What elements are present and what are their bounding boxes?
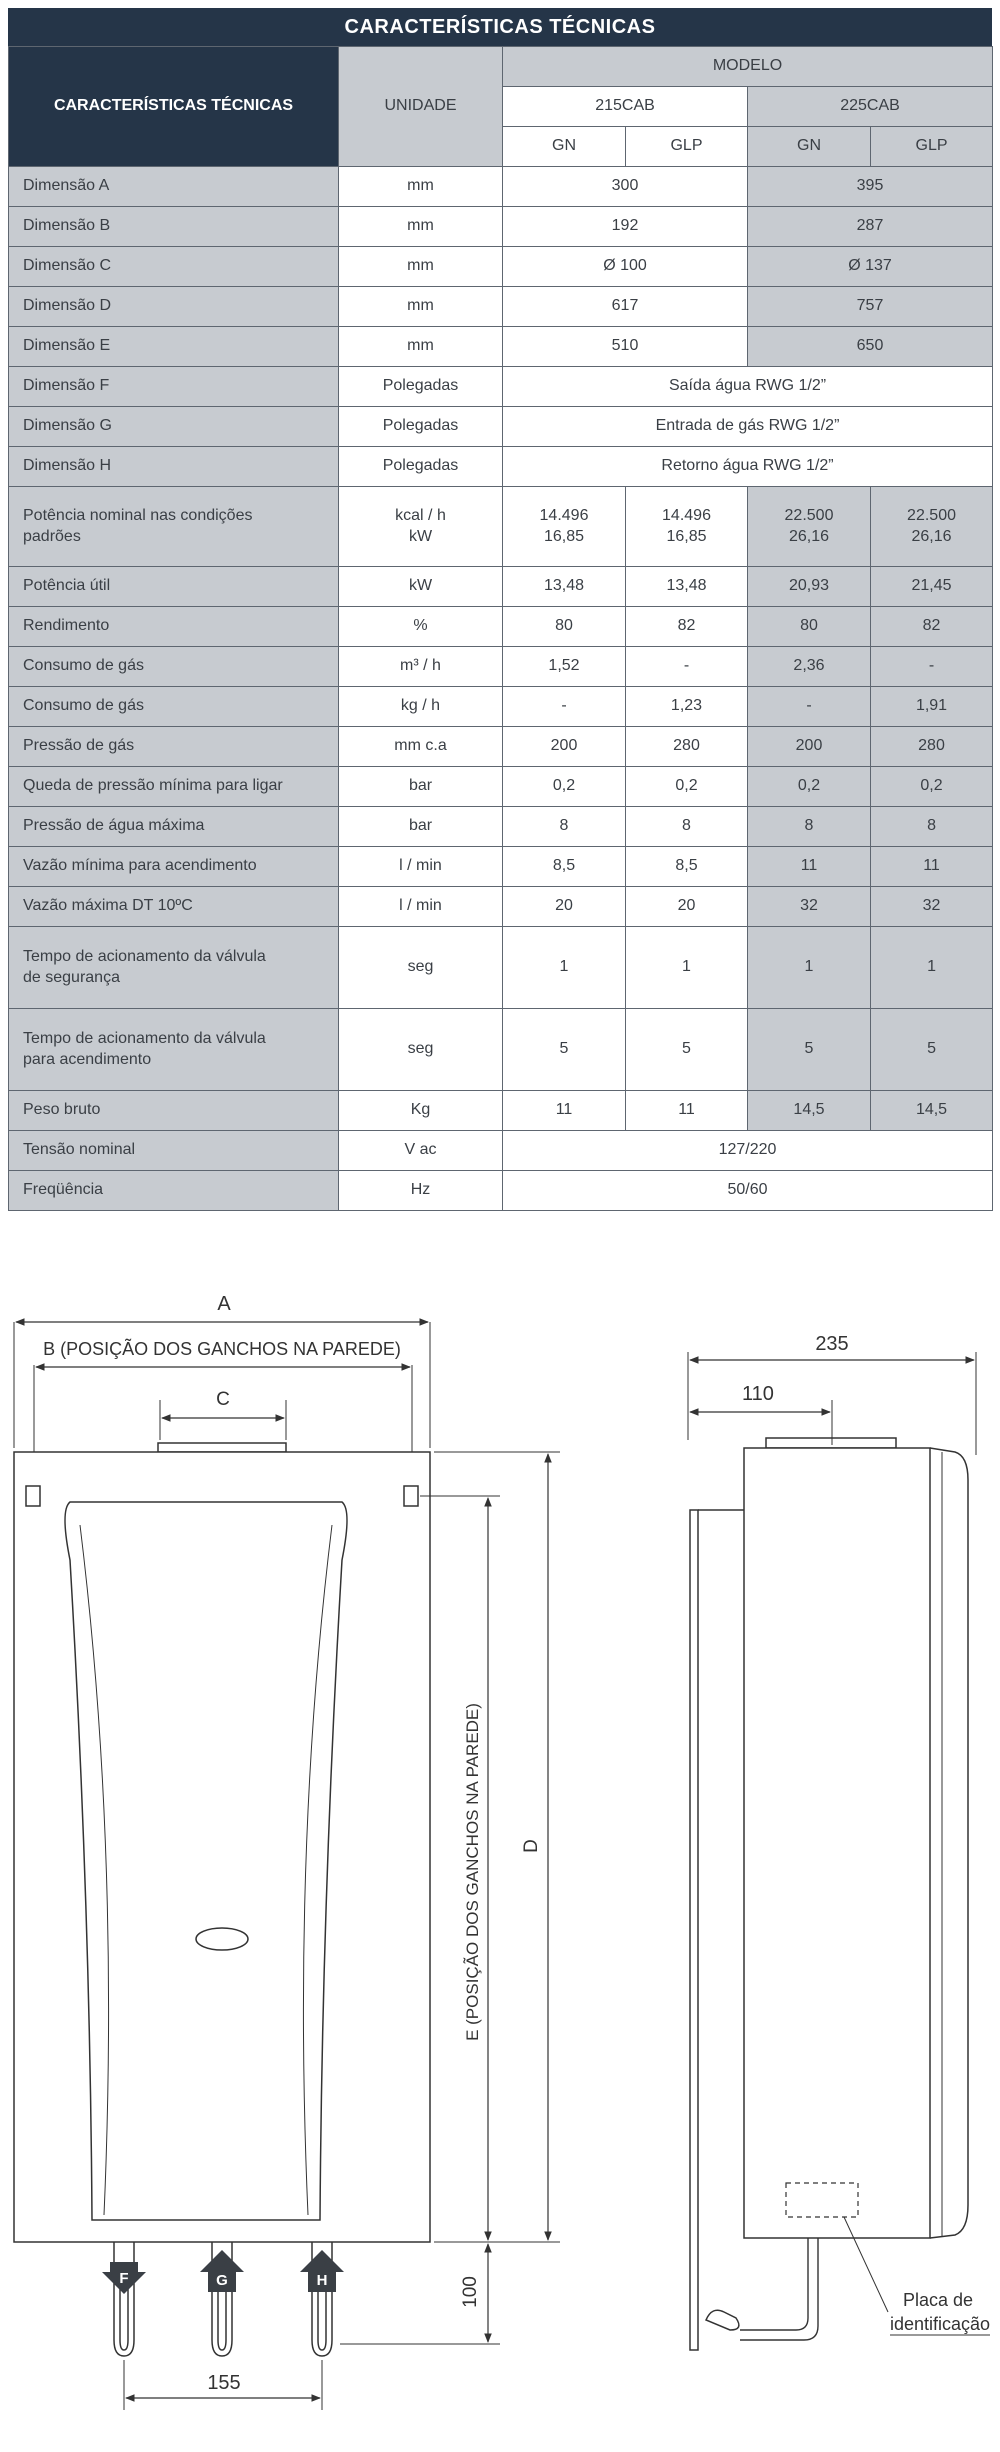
table-row: [9, 847, 993, 887]
cell-value: 1: [871, 927, 993, 1009]
connection-g-label: G: [216, 2272, 228, 2289]
cell-value: 21,45: [871, 567, 993, 607]
table-row: [9, 647, 993, 687]
cell-value: 13,48: [503, 567, 626, 607]
side-front-cover: [930, 1448, 968, 2238]
cell-value: 300: [503, 167, 748, 207]
row-unit: mm: [339, 167, 503, 207]
cell-value: 0,2: [748, 767, 871, 807]
header-gas-type: GN: [503, 127, 626, 167]
cell-value: [626, 487, 748, 567]
row-unit: l / min: [339, 887, 503, 927]
cell-value: 20: [626, 887, 748, 927]
cell-value: 1,52: [503, 647, 626, 687]
table-row: [9, 607, 993, 647]
table-row: [9, 367, 993, 407]
table-row: [9, 727, 993, 767]
value-line: 22.500: [907, 506, 956, 524]
connection-h-label: H: [316, 2272, 328, 2289]
cell-value: 20,93: [748, 567, 871, 607]
row-unit: Hz: [339, 1171, 503, 1211]
cell-value: 0,2: [871, 767, 993, 807]
row-unit: mm: [339, 287, 503, 327]
cell-value: 510: [503, 327, 748, 367]
cell-value: 0,2: [503, 767, 626, 807]
cell-value: 757: [748, 287, 993, 327]
dimension-c-label: C: [216, 1389, 230, 1410]
cell-value: 11: [503, 1091, 626, 1131]
dimension-a-label: A: [217, 1293, 231, 1315]
row-label: Dimensão F: [9, 367, 339, 407]
table-row: [9, 1091, 993, 1131]
row-label: Queda de pressão mínima para ligar: [9, 767, 339, 807]
cell-value: Ø 137: [748, 247, 993, 287]
table-row: [9, 247, 993, 287]
row-label: Dimensão C: [9, 247, 339, 287]
cell-value: 8,5: [503, 847, 626, 887]
cell-value: 0,2: [626, 767, 748, 807]
row-unit: seg: [339, 927, 503, 1009]
table-row: [9, 207, 993, 247]
heater-body: [14, 1452, 430, 2242]
table-row: [9, 327, 993, 367]
row-label: Pressão de gás: [9, 727, 339, 767]
row-unit: Kg: [339, 1091, 503, 1131]
table-row: [9, 1171, 993, 1211]
row-label: Pressão de água máxima: [9, 807, 339, 847]
cell-value: Saída água RWG 1/2”: [503, 367, 993, 407]
cell-value: 192: [503, 207, 748, 247]
row-unit: kW: [339, 567, 503, 607]
header-gas-type: GLP: [626, 127, 748, 167]
cell-value: 14,5: [871, 1091, 993, 1131]
cell-value: 8: [871, 807, 993, 847]
table-row: [9, 287, 993, 327]
dimension-e-label: E (POSIÇÃO DOS GANCHOS NA PAREDE): [463, 1703, 482, 2041]
row-label: Dimensão E: [9, 327, 339, 367]
cell-value: Retorno água RWG 1/2”: [503, 447, 993, 487]
row-label-line: para acendimento: [23, 1050, 152, 1068]
row-label: Dimensão G: [9, 407, 339, 447]
table-row: [9, 487, 993, 567]
row-unit: mm: [339, 327, 503, 367]
technical-drawing: [0, 1250, 1000, 2450]
row-unit: kg / h: [339, 687, 503, 727]
row-label: Dimensão H: [9, 447, 339, 487]
table-row: [9, 887, 993, 927]
cell-value: 14,5: [748, 1091, 871, 1131]
row-unit: mm: [339, 207, 503, 247]
row-unit: Polegadas: [339, 367, 503, 407]
side-body: [744, 1448, 930, 2238]
row-unit: bar: [339, 807, 503, 847]
side-flue-collar: [766, 1438, 896, 1448]
cell-value: 32: [871, 887, 993, 927]
header-gas-type: GLP: [871, 127, 993, 167]
row-unit: Polegadas: [339, 447, 503, 487]
row-unit: [339, 487, 503, 567]
flue-collar: [158, 1443, 286, 1452]
cell-value: 8,5: [626, 847, 748, 887]
header-gas-type: GN: [748, 127, 871, 167]
table-row: [9, 567, 993, 607]
cell-value: -: [871, 647, 993, 687]
header-unidade: UNIDADE: [339, 47, 503, 167]
table-row: [9, 807, 993, 847]
dimension-110-label: 110: [742, 1383, 774, 1405]
cell-value: 280: [626, 727, 748, 767]
cell-value: 287: [748, 207, 993, 247]
table-row: [9, 167, 993, 207]
row-unit: mm c.a: [339, 727, 503, 767]
cell-value: 1: [503, 927, 626, 1009]
row-label: [9, 927, 339, 1009]
row-label: [9, 1009, 339, 1091]
dimension-155-label: 155: [207, 2372, 241, 2394]
cell-value: 20: [503, 887, 626, 927]
table-row: [9, 1009, 993, 1091]
row-label-line: Tempo de acionamento da válvula: [23, 1029, 266, 1047]
cell-value: 11: [871, 847, 993, 887]
cell-value: 1,23: [626, 687, 748, 727]
cell-value: 50/60: [503, 1171, 993, 1211]
row-unit: mm: [339, 247, 503, 287]
row-unit: bar: [339, 767, 503, 807]
value-line: 14.496: [662, 506, 711, 524]
row-label-line: de segurança: [23, 968, 120, 986]
cell-value: 1: [748, 927, 871, 1009]
value-line: 16,85: [543, 527, 585, 545]
row-unit: seg: [339, 1009, 503, 1091]
row-label: Potência útil: [9, 567, 339, 607]
header-model-215cab: 215CAB: [503, 87, 748, 127]
row-unit: V ac: [339, 1131, 503, 1171]
cell-value: 5: [871, 1009, 993, 1091]
cell-value: [503, 487, 626, 567]
cell-value: 650: [748, 327, 993, 367]
cell-value: 11: [748, 847, 871, 887]
table-row: [9, 447, 993, 487]
header-caracteristicas: CARACTERÍSTICAS TÉCNICAS: [9, 47, 339, 167]
row-label: [9, 487, 339, 567]
cell-value: 200: [748, 727, 871, 767]
cell-value: 200: [503, 727, 626, 767]
cell-value: 395: [748, 167, 993, 207]
row-label-line: Potência nominal nas condições: [23, 506, 253, 524]
row-label: Dimensão A: [9, 167, 339, 207]
table-row: [9, 927, 993, 1009]
row-unit: Polegadas: [339, 407, 503, 447]
cell-value: 8: [748, 807, 871, 847]
row-label-line: padrões: [23, 527, 81, 545]
row-unit: l / min: [339, 847, 503, 887]
row-label-line: Tempo de acionamento da válvula: [23, 947, 266, 965]
cell-value: Ø 100: [503, 247, 748, 287]
table-row: [9, 767, 993, 807]
dimension-d-label: D: [521, 1839, 542, 1853]
cell-value: [748, 487, 871, 567]
cell-value: 1,91: [871, 687, 993, 727]
side-view: [688, 1352, 990, 2350]
value-line: 14.496: [539, 506, 589, 524]
cell-value: 280: [871, 727, 993, 767]
cell-value: -: [503, 687, 626, 727]
unit-line: kW: [408, 527, 433, 545]
cell-value: 617: [503, 287, 748, 327]
connection-f-label: F: [119, 2270, 129, 2287]
cell-value: 80: [748, 607, 871, 647]
cell-value: [871, 487, 993, 567]
value-line: 26,16: [911, 527, 952, 545]
value-line: 22.500: [784, 506, 834, 524]
header-model-225cab: 225CAB: [748, 87, 993, 127]
row-label: Rendimento: [9, 607, 339, 647]
dimension-b-label: B (POSIÇÃO DOS GANCHOS NA PAREDE): [43, 1339, 401, 1359]
cell-value: 1: [626, 927, 748, 1009]
row-label: Vazão mínima para acendimento: [9, 847, 339, 887]
row-label: Dimensão D: [9, 287, 339, 327]
wall-bracket: [690, 1510, 698, 2350]
plate-label-line1: Placa de: [902, 2290, 974, 2310]
dimension-235-label: 235: [815, 1333, 849, 1355]
table-title: CARACTERÍSTICAS TÉCNICAS: [8, 8, 992, 46]
plate-label-line2: identificação: [889, 2314, 991, 2334]
cell-value: 32: [748, 887, 871, 927]
row-label: Freqüência: [9, 1171, 339, 1211]
cell-value: 80: [503, 607, 626, 647]
value-line: 16,85: [666, 527, 707, 545]
cell-value: 8: [503, 807, 626, 847]
row-label: Dimensão B: [9, 207, 339, 247]
cell-value: 82: [871, 607, 993, 647]
value-line: 26,16: [788, 527, 830, 545]
cell-value: -: [748, 687, 871, 727]
row-label: Tensão nominal: [9, 1131, 339, 1171]
row-label: Vazão máxima DT 10ºC: [9, 887, 339, 927]
cell-value: Entrada de gás RWG 1/2”: [503, 407, 993, 447]
specifications-table: [8, 46, 993, 1211]
cell-value: 5: [503, 1009, 626, 1091]
cell-value: 82: [626, 607, 748, 647]
row-unit: %: [339, 607, 503, 647]
row-label: Consumo de gás: [9, 647, 339, 687]
cell-value: 2,36: [748, 647, 871, 687]
table-row: [9, 687, 993, 727]
row-label: Peso bruto: [9, 1091, 339, 1131]
cell-value: -: [626, 647, 748, 687]
row-label: Consumo de gás: [9, 687, 339, 727]
cell-value: 5: [626, 1009, 748, 1091]
cell-value: 8: [626, 807, 748, 847]
header-modelo: MODELO: [503, 47, 993, 87]
cell-value: 127/220: [503, 1131, 993, 1171]
table-row: [9, 407, 993, 447]
cell-value: 11: [626, 1091, 748, 1131]
unit-line: kcal / h: [395, 506, 446, 524]
valve-handle: [706, 2310, 739, 2330]
cell-value: 5: [748, 1009, 871, 1091]
cell-value: 13,48: [626, 567, 748, 607]
table-row: [9, 1131, 993, 1171]
dimension-100-label: 100: [460, 2276, 481, 2308]
row-unit: m³ / h: [339, 647, 503, 687]
